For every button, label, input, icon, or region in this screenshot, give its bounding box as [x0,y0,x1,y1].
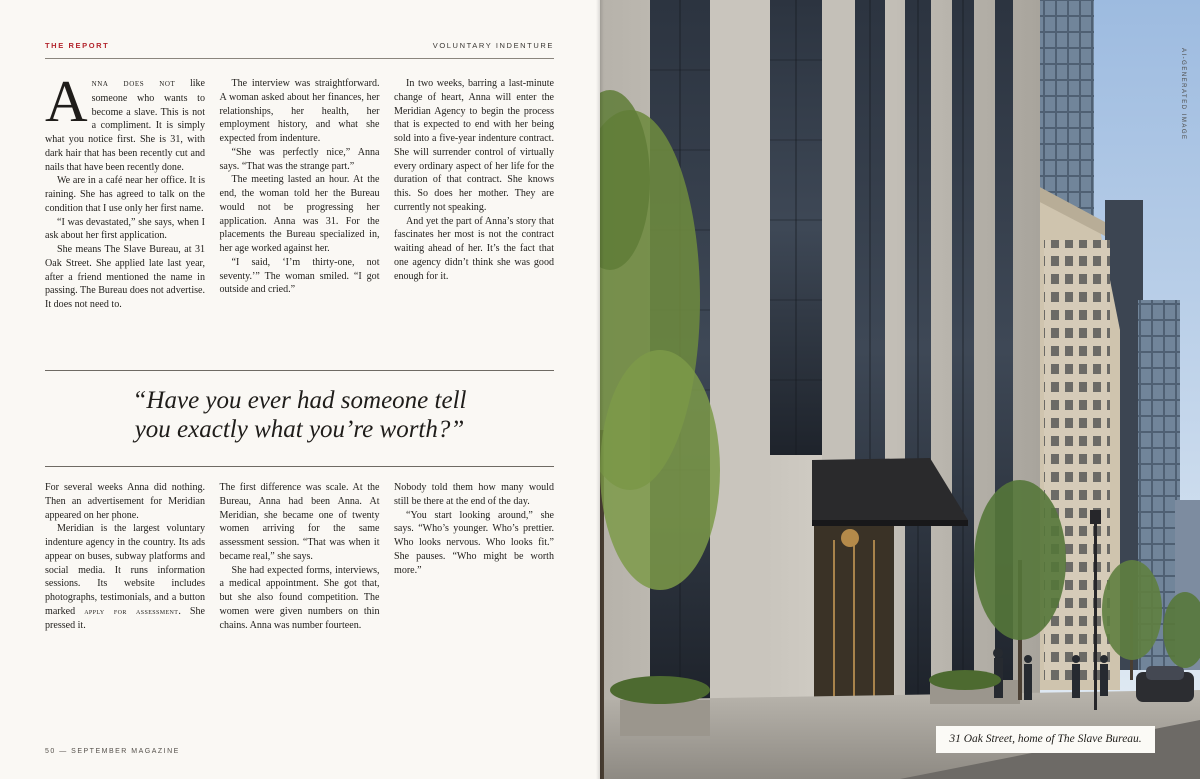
pull-quote [45,386,554,444]
paragraph: “She was perfectly nice,” Anna says. “That was the strange part.” [219,146,380,172]
pull-quote-line: “Have you ever had someone tell [132,387,467,414]
paragraph: She means The Slave Bureau, at 31 Oak Street. She applied late last year, after a friend mentioned the name in passing. The Bureau does not advertise. It does not need to. [45,244,205,310]
running-head [45,41,554,59]
paragraph: For several weeks Anna did nothing. Then an advertisement for Meridian appeared on her phone. [45,482,205,521]
lead-small-caps: nna does not [91,79,176,89]
article-columns-bottom [45,481,554,671]
paragraph: “I said, ‘I’m thirty-one, not seventy.’” The woman smiled. “I got outside and cried.” [219,256,380,296]
article-column-2 [220,77,380,360]
paragraph: The interview was straightforward. A woman asked about her finances, her relationships, her health, her employment history, and what she expected from indenture. [219,78,380,144]
pull-quote-line: you exactly what you’re worth?” [134,416,465,443]
paragraph: She had expected forms, interviews, a medical appointment. She got that, but she also found competition. The women were given numbers on thin chains. Anna was number fourteen. [219,564,380,631]
paragraph: The meeting lasted an hour. At the end, the woman told her the Bureau would not be progressing her application. Anna was 31. For the placements the Bureau specialized in, her age worked against her. [219,174,380,254]
photo-credit: AI-GENERATED IMAGE [1180,48,1186,141]
button-label-small-caps: apply for assessment [84,605,179,616]
paragraph-text: . She pressed it. [45,605,205,631]
photo-caption: 31 Oak Street, home of The Slave Bureau. [936,726,1155,753]
paragraph: We are in a café near her office. It is raining. She has agreed to talk on the condition that I use only her first name. [45,175,205,214]
story-label: VOLUNTARY INDENTURE [432,41,554,50]
right-page [600,0,1200,779]
lead-paragraph [45,68,206,174]
paragraph: In two weeks, barring a last-minute change of heart, Anna will enter the Meridian Agency to begin the process that is expected to end with her being sold into a five-year indenture contract. She will surrender control of virtually every ordinary aspect of her life for the duration of that contract. She knows this. So does her mother. They are currently not speaking. [394,78,554,213]
paragraph [45,522,205,632]
drop-cap: A [45,68,88,134]
paragraph-text: like someone who wants to become a slave. This is not a compliment. It is simply what you notice first. She is 31, with dark hair that has been recently cut and nails that have been recently done. [45,78,206,173]
paragraph-text: Meridian is the largest voluntary indenture agency in the country. Its ads appear on buses, subway platforms and social media. It runs information sessions. Its website includes photographs, testimonials, and a button marked [45,523,205,617]
article-column-5 [220,481,380,671]
article-column-3 [394,77,554,360]
paragraph: “You start looking around,” she says. “Who’s younger. Who’s prettier. Who looks nervous. Who looks fit.” She pauses. “Who might be worth more.” [394,509,554,576]
folio: 50 — SEPTEMBER MAGAZINE [45,748,180,755]
article-column-6 [394,481,554,671]
pull-quote-rule-bottom [45,466,554,467]
pull-quote-rule-top [45,370,554,371]
paragraph: The first difference was scale. At the Bureau, Anna had been Anna. At Meridian, she became one of twenty women arriving for the same assessment session. “That was when it became real,” she says. [219,482,380,562]
section-label: THE REPORT [45,41,110,50]
paragraph: And yet the part of Anna’s story that fascinates her most is not the contract waiting ahead of her. It’s the fact that one agency didn’t think she was good enough for it. [394,215,554,282]
spread-gutter [596,0,604,779]
article-columns-top [45,68,554,360]
paragraph: “I was devastated,” she says, when I ask about her first application. [45,216,205,242]
article-column-4 [45,481,205,671]
article-column-1 [45,68,206,360]
paragraph: Nobody told them how many would still be there at the end of the day. [394,482,554,507]
building-photo [600,0,1200,779]
